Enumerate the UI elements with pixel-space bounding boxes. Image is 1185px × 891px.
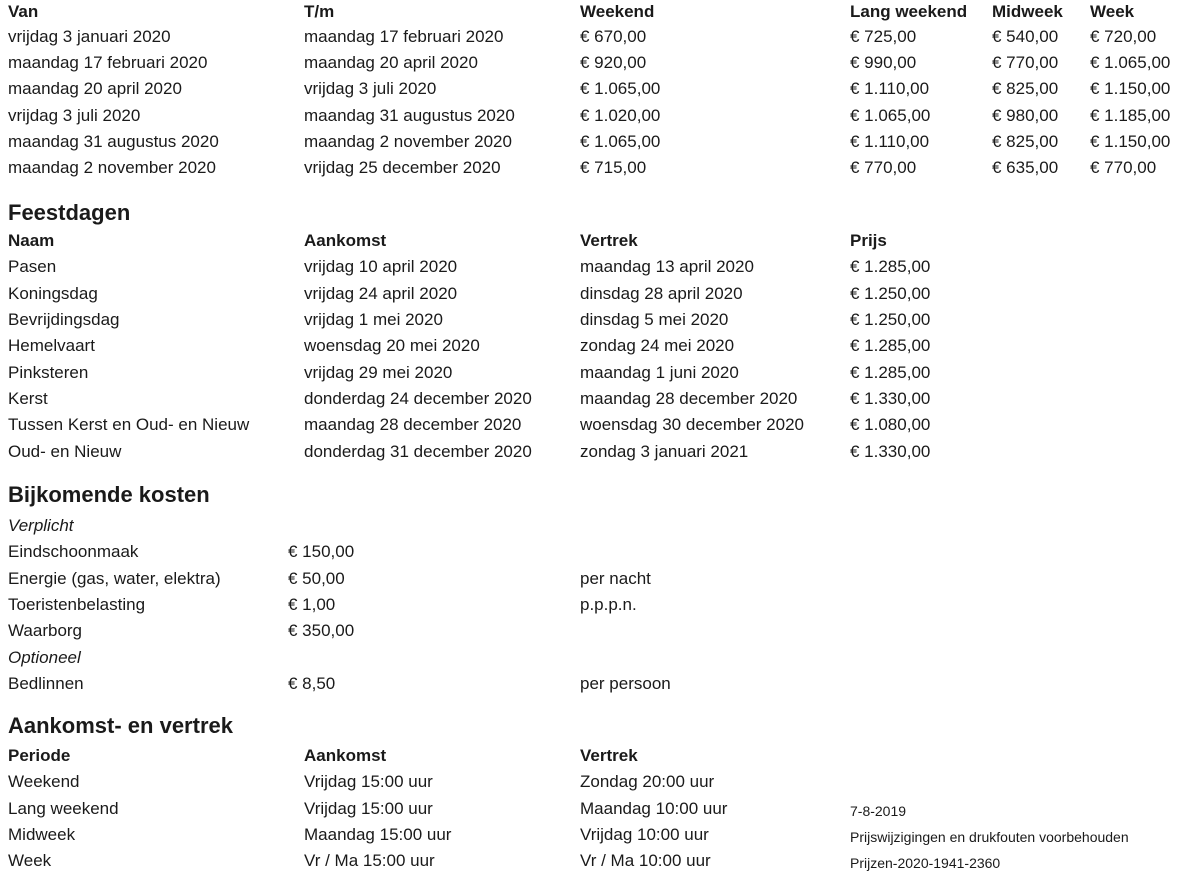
table-row (0, 823, 1185, 847)
cell-week: € 1.065,00 (1090, 53, 1171, 72)
col-header-week: Week (1090, 2, 1135, 21)
col-header-lang-weekend: Lang weekend (850, 2, 968, 21)
table-row (0, 130, 1185, 154)
cell-naam: Oud- en Nieuw (8, 442, 122, 461)
cost-row (0, 619, 1185, 643)
cell-prijs: € 1.250,00 (850, 310, 931, 329)
cell-periode: Week (8, 851, 52, 870)
cell-tm: maandag 20 april 2020 (304, 53, 478, 72)
col-header-periode: Periode (8, 746, 71, 765)
col-header-aankomst: Aankomst (304, 231, 387, 250)
col-header-tm: T/m (304, 2, 335, 21)
cell-vertrek: Vr / Ma 10:00 uur (580, 851, 711, 870)
cell-vertrek: dinsdag 5 mei 2020 (580, 310, 729, 329)
cell-tm: maandag 31 augustus 2020 (304, 106, 515, 125)
col-header-van: Van (8, 2, 39, 21)
table-row (0, 413, 1185, 437)
cost-name: Bedlinnen (8, 674, 84, 693)
cell-vertrek: maandag 13 april 2020 (580, 257, 754, 276)
cost-row (0, 540, 1185, 564)
cost-row (0, 567, 1185, 591)
cell-aankomst: donderdag 24 december 2020 (304, 389, 532, 408)
col-header-naam: Naam (8, 231, 55, 250)
cell-midweek: € 540,00 (992, 27, 1059, 46)
cell-aankomst: Vrijdag 15:00 uur (304, 772, 433, 791)
cell-van: maandag 20 april 2020 (8, 79, 182, 98)
cell-van: maandag 2 november 2020 (8, 158, 216, 177)
cell-van: maandag 17 februari 2020 (8, 53, 208, 72)
cell-aankomst: Vr / Ma 15:00 uur (304, 851, 435, 870)
cell-aankomst: vrijdag 1 mei 2020 (304, 310, 443, 329)
costs-optional-label-row (0, 646, 1185, 670)
cell-lang-weekend: € 1.065,00 (850, 106, 931, 125)
cell-lang-weekend: € 770,00 (850, 158, 917, 177)
table-row (0, 25, 1185, 49)
cost-amount: € 150,00 (288, 542, 355, 561)
table-row (0, 255, 1185, 279)
col-header-aankomst: Aankomst (304, 746, 387, 765)
cost-name: Waarborg (8, 621, 83, 640)
table-row (0, 797, 1185, 821)
cost-amount: € 350,00 (288, 621, 355, 640)
cell-vertrek: zondag 24 mei 2020 (580, 336, 735, 355)
cell-week: € 1.185,00 (1090, 106, 1171, 125)
cell-midweek: € 635,00 (992, 158, 1059, 177)
table-row (0, 77, 1185, 101)
cell-aankomst: vrijdag 24 april 2020 (304, 284, 458, 303)
cell-periode: Weekend (8, 772, 80, 791)
cell-tm: vrijdag 25 december 2020 (304, 158, 501, 177)
cost-row (0, 672, 1185, 696)
cell-aankomst: vrijdag 10 april 2020 (304, 257, 458, 276)
table-row (0, 51, 1185, 75)
cell-aankomst: Vrijdag 15:00 uur (304, 799, 433, 818)
section-title-aankomst-vertrek: Aankomst- en vertrek (8, 713, 233, 738)
cell-week: € 1.150,00 (1090, 132, 1171, 151)
cell-naam: Koningsdag (8, 284, 98, 303)
subheading-optioneel: Optioneel (8, 648, 81, 667)
cell-tm: maandag 2 november 2020 (304, 132, 512, 151)
cell-weekend: € 670,00 (580, 27, 647, 46)
cell-week: € 720,00 (1090, 27, 1157, 46)
cell-aankomst: maandag 28 december 2020 (304, 415, 522, 434)
cell-naam: Kerst (8, 389, 48, 408)
cell-aankomst: donderdag 31 december 2020 (304, 442, 532, 461)
cell-van: vrijdag 3 januari 2020 (8, 27, 171, 46)
costs-required-label-row (0, 514, 1185, 538)
cell-naam: Bevrijdingsdag (8, 310, 120, 329)
cell-lang-weekend: € 725,00 (850, 27, 917, 46)
cell-prijs: € 1.080,00 (850, 415, 931, 434)
cell-weekend: € 715,00 (580, 158, 647, 177)
times-header-row (0, 744, 1185, 768)
cell-naam: Pinksteren (8, 363, 89, 382)
cell-tm: vrijdag 3 juli 2020 (304, 79, 437, 98)
table-row (0, 361, 1185, 385)
col-header-vertrek: Vertrek (580, 231, 638, 250)
cost-unit: per nacht (580, 569, 651, 588)
cell-aankomst: Maandag 15:00 uur (304, 825, 452, 844)
cell-naam: Pasen (8, 257, 57, 276)
cell-prijs: € 1.330,00 (850, 389, 931, 408)
cell-vertrek: Zondag 20:00 uur (580, 772, 715, 791)
cell-prijs: € 1.285,00 (850, 363, 931, 382)
cost-unit: per persoon (580, 674, 671, 693)
section-title-bijkomende-kosten: Bijkomende kosten (8, 482, 210, 507)
cell-week: € 1.150,00 (1090, 79, 1171, 98)
cell-midweek: € 825,00 (992, 79, 1059, 98)
col-header-vertrek: Vertrek (580, 746, 638, 765)
cell-vertrek: Vrijdag 10:00 uur (580, 825, 709, 844)
cell-week: € 770,00 (1090, 158, 1157, 177)
cell-vertrek: zondag 3 januari 2021 (580, 442, 749, 461)
cell-weekend: € 920,00 (580, 53, 647, 72)
cost-unit: p.p.p.n. (580, 595, 637, 614)
cell-van: maandag 31 augustus 2020 (8, 132, 219, 151)
cell-lang-weekend: € 1.110,00 (850, 132, 930, 151)
cost-name: Energie (gas, water, elektra) (8, 569, 221, 588)
cost-row (0, 593, 1185, 617)
col-header-weekend: Weekend (580, 2, 655, 21)
subheading-verplicht: Verplicht (8, 516, 74, 535)
cost-name: Eindschoonmaak (8, 542, 139, 561)
cost-name: Toeristenbelasting (8, 595, 146, 614)
col-header-midweek: Midweek (992, 2, 1063, 21)
cell-vertrek: maandag 1 juni 2020 (580, 363, 739, 382)
section-title-feestdagen: Feestdagen (8, 200, 131, 225)
cell-naam: Tussen Kerst en Oud- en Nieuw (8, 415, 250, 434)
cell-vertrek: dinsdag 28 april 2020 (580, 284, 743, 303)
cell-vertrek: Maandag 10:00 uur (580, 799, 728, 818)
footer-doc-id: Prijzen-2020-1941-2360 (850, 855, 1001, 871)
cost-amount: € 8,50 (288, 674, 336, 693)
table-row (0, 308, 1185, 332)
cell-prijs: € 1.330,00 (850, 442, 931, 461)
footer-disclaimer: Prijswijzigingen en drukfouten voorbehouden (850, 829, 1129, 845)
cell-weekend: € 1.065,00 (580, 132, 661, 151)
cell-weekend: € 1.065,00 (580, 79, 661, 98)
cell-lang-weekend: € 990,00 (850, 53, 917, 72)
cell-tm: maandag 17 februari 2020 (304, 27, 504, 46)
table-row (0, 387, 1185, 411)
cell-van: vrijdag 3 juli 2020 (8, 106, 141, 125)
cell-midweek: € 825,00 (992, 132, 1059, 151)
table-row (0, 282, 1185, 306)
cost-amount: € 50,00 (288, 569, 345, 588)
cell-aankomst: woensdag 20 mei 2020 (304, 336, 480, 355)
table-row (0, 849, 1185, 873)
table-row (0, 770, 1185, 794)
table-row (0, 440, 1185, 464)
rates-header-row (0, 0, 1185, 24)
footer-date: 7-8-2019 (850, 803, 907, 819)
cell-aankomst: vrijdag 29 mei 2020 (304, 363, 453, 382)
cell-weekend: € 1.020,00 (580, 106, 661, 125)
cell-prijs: € 1.250,00 (850, 284, 931, 303)
table-row (0, 156, 1185, 180)
cell-midweek: € 980,00 (992, 106, 1059, 125)
table-row (0, 104, 1185, 128)
cell-vertrek: woensdag 30 december 2020 (580, 415, 804, 434)
cell-naam: Hemelvaart (8, 336, 95, 355)
holidays-header-row (0, 229, 1185, 253)
cost-amount: € 1,00 (288, 595, 336, 614)
col-header-prijs: Prijs (850, 231, 887, 250)
cell-vertrek: maandag 28 december 2020 (580, 389, 798, 408)
table-row (0, 334, 1185, 358)
cell-lang-weekend: € 1.110,00 (850, 79, 930, 98)
cell-prijs: € 1.285,00 (850, 257, 931, 276)
cell-periode: Midweek (8, 825, 76, 844)
cell-periode: Lang weekend (8, 799, 119, 818)
cell-midweek: € 770,00 (992, 53, 1059, 72)
cell-prijs: € 1.285,00 (850, 336, 931, 355)
